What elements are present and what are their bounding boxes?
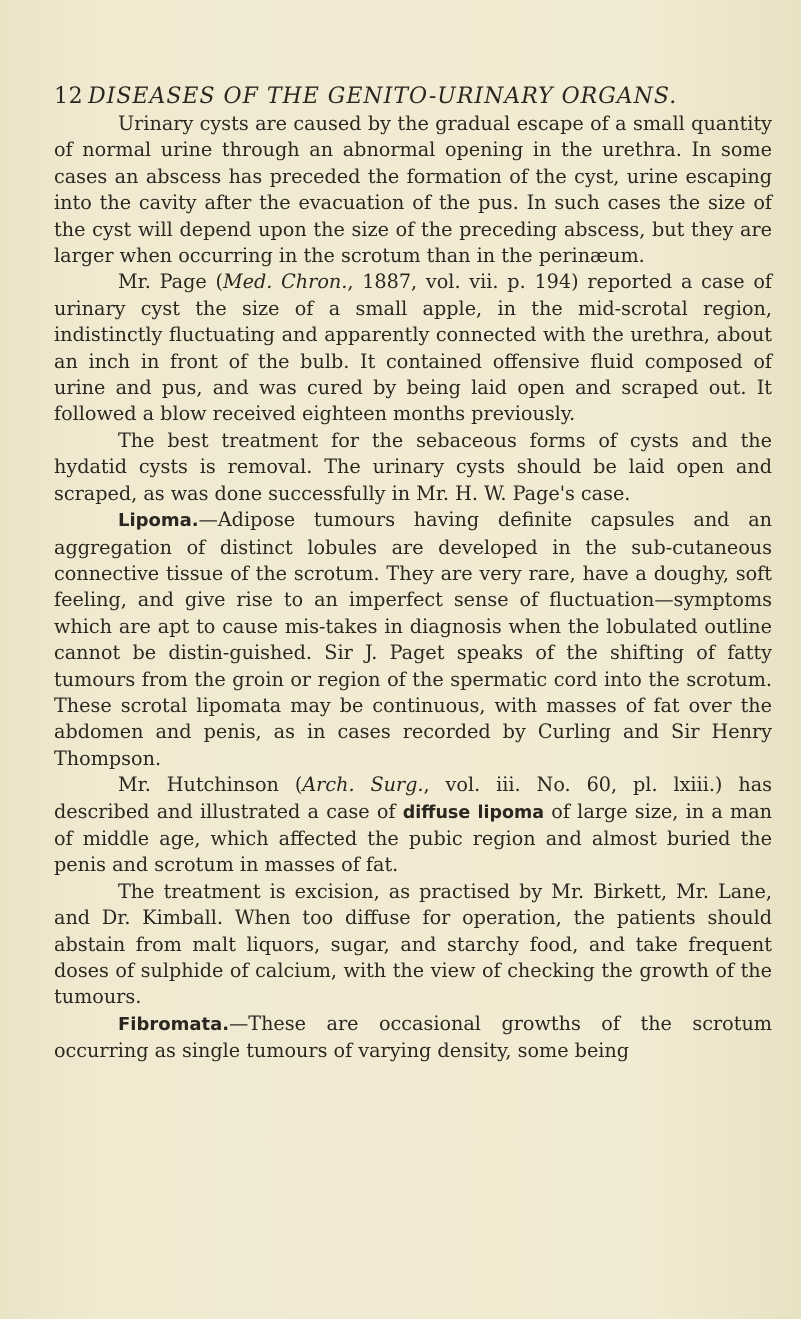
running-head: [54, 82, 774, 112]
running-title: DISEASES OF THE GENITO-URINARY ORGANS.: [88, 84, 678, 109]
text-run: of large size, in a man of middle age, which affected the pubic region and almost buried the penis and scrotum in masses of fat.: [54, 799, 773, 877]
citation: Arch. Surg.: [302, 773, 424, 797]
text-run: —These are occasional growths of the scrotum occurring as single tumours of varying density, some being: [54, 1011, 772, 1063]
bold-term: diffuse lipoma: [402, 802, 545, 823]
text-run: —Adipose tumours having definite capsules and an aggregation of distinct lobules are developed in the sub-cutaneous connective tissue of the scrotum. They are very rare, have a doughy, soft feeling, and give rise to an imperfect sense of fluctuation—symptoms which are apt to cause mis-takes in diagnosis when the lobulated outline cannot be distin-guished. Sir J. Paget speaks of the shifting of fatty tumours from the groin or region of the spermatic cord into the scrotum. These scrotal lipomata may be continuous, with masses of fat over the abdomen and penis, as in cases recorded by Curling and Sir Henry Thompson.: [54, 508, 772, 770]
section-heading-fibromata: Fibromata.: [118, 1013, 230, 1035]
text-run: Mr. Hutchinson (: [118, 773, 303, 797]
paragraph-urinary-cysts: Urinary cysts are caused by the gradual escape of a small quantity of normal urine through an abnormal opening in the urethra. In some cases an abscess has preceded the formation of the cyst, urine escaping into the cavity after the evacuation of the pus. In such cases the size of the cyst will depend upon the size of the preceding abscess, but they are larger when occurring in the scrotum than in the perinæum.: [54, 112, 772, 268]
paragraph-fibromata: [54, 1011, 772, 1065]
body-text: [54, 111, 772, 1065]
citation: Med. Chron.: [222, 270, 348, 294]
paragraph-treatment-cysts: The best treatment for the sebaceous forms of cysts and the hydatid cysts is removal. The urinary cysts should be laid open and scraped, as was done successfully in Mr. H. W. Page's case.: [54, 428, 772, 505]
paragraph-lipoma: [54, 507, 772, 772]
text-run: , 1887, vol. vii. p. 194) reported a case of urinary cyst the size of a small apple, in the mid-scrotal region, indistinctly fluctuating and apparently connected with the urethra, about an inch in front of the bulb. It contained offensive fluid composed of urine and pus, and was cured by being laid open and scraped out. It followed a blow received eighteen months previously.: [54, 270, 772, 426]
text-run: , vol. iii. No. 60, pl. lxiii.) has described and illustrated a case of: [54, 773, 772, 823]
page-number: 12: [54, 84, 84, 109]
paragraph-treatment-lipoma: The treatment is excision, as practised by Mr. Birkett, Mr. Lane, and Dr. Kimball. When too diffuse for operation, the patients should abstain from malt liquors, sugar, and starchy food, and take frequent doses of sulphide of calcium, with the view of checking the growth of the tumours.: [54, 879, 772, 1009]
section-heading-lipoma: Lipoma.: [118, 510, 199, 532]
paragraph-page-case: [54, 269, 772, 427]
paragraph-hutchinson-case: [54, 772, 772, 879]
text-run: Mr. Page (: [118, 270, 223, 294]
